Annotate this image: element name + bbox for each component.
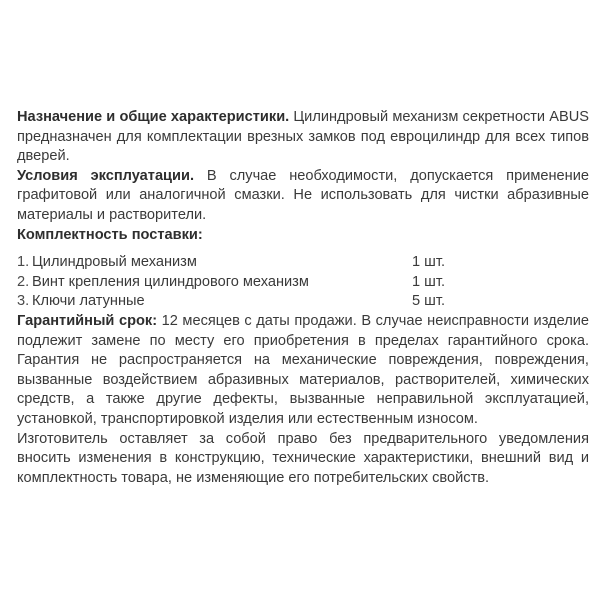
warranty-heading: Гарантийный срок: — [17, 312, 158, 329]
purpose-heading: Назначение и общие характеристики. — [17, 109, 290, 125]
usage-text: В случае необходимости, допускается применение графитовой или аналогичной смазки. Не использовать для чистки абразивные материалы и растворители. — [17, 167, 590, 223]
manufacturer-text: Изготовитель оставляет за собой право без предварительного уведомления вносить изменения в конструкцию, технические характеристики, внешний вид и комплектность товара, не изменяющие его потребительских свойств. — [17, 430, 589, 486]
document-body — [17, 108, 589, 488]
contents-heading: Комплектность поставки: — [17, 226, 203, 243]
warranty-paragraph — [17, 312, 589, 430]
usage-paragraph — [17, 167, 589, 226]
list-item-name: Ключи латунные — [32, 293, 145, 310]
list-item-quantity: 5 шт. — [412, 293, 445, 310]
list-item-number: 1. — [17, 254, 30, 271]
list-item-name: Цилиндровый механизм — [32, 254, 197, 271]
warranty-text: 12 месяцев с даты продажи. В случае неисправности изделие подлежит замене по месту его приобретения в пределах гарантийного срока. Гарантия не распространяется на механические повреждения, повреждения, вызванные воздействием абразивных материалов, растворителей, химических средств, а также другие дефекты, вызванные неправильной эксплуатацией, установкой, транспортировкой изделия или естественным износом. — [17, 312, 589, 427]
contents-list — [17, 253, 589, 312]
list-item-number: 2. — [17, 273, 30, 290]
manufacturer-paragraph — [17, 430, 589, 489]
list-item-quantity: 1 шт. — [412, 273, 445, 290]
usage-heading: Условия эксплуатации. — [17, 167, 195, 184]
list-item — [17, 292, 589, 312]
purpose-paragraph — [17, 108, 589, 167]
list-item-name: Винт крепления цилиндрового механизм — [32, 273, 309, 290]
purpose-text: Цилиндровый механизм секретности ABUS предназначен для комплектации врезных замков под евроцилиндр для всех типов дверей. — [17, 109, 589, 165]
list-item — [17, 253, 589, 273]
list-item-number: 3. — [17, 293, 30, 310]
list-item-quantity: 1 шт. — [412, 254, 445, 271]
list-item — [17, 273, 589, 293]
